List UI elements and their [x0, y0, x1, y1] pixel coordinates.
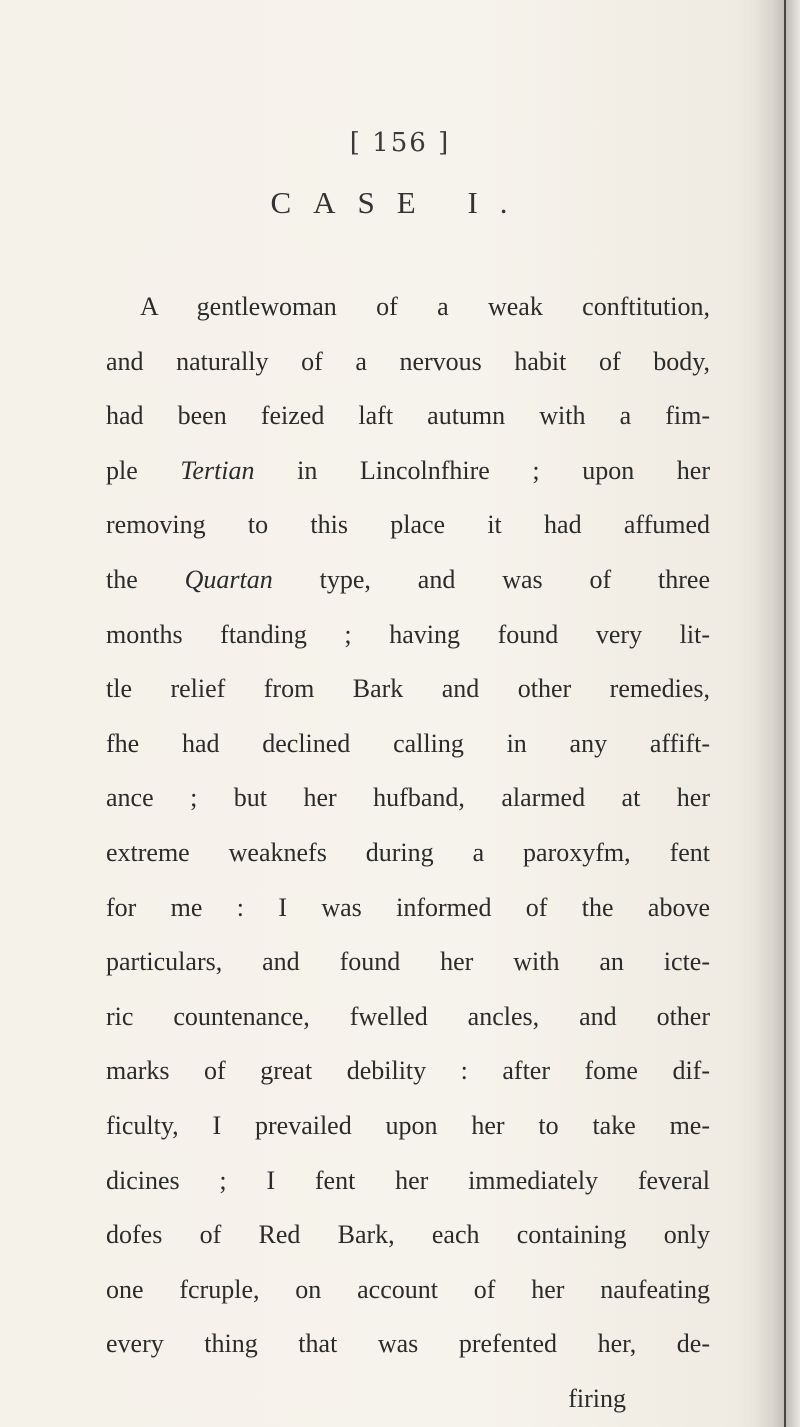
text-line: dicines ; I fent her immediately feveral — [106, 1165, 710, 1195]
body-text — [106, 280, 710, 1426]
text-line: tle relief from Bark and other remedies, — [106, 674, 710, 704]
text-line: one fcruple, on account of her naufeating — [106, 1274, 710, 1304]
text-line: A gentlewoman of a weak conftitution, — [140, 292, 710, 321]
emphasis-quartan: Quartan — [184, 564, 273, 594]
text-line: removing to this place it had affumed — [106, 510, 710, 540]
text-line: dofes of Red Bark, each containing only — [106, 1220, 710, 1250]
text-line: the Quartan type, and was of three — [106, 564, 710, 594]
text-line: fhe had declined calling in any affift- — [106, 728, 710, 758]
text-line: particulars, and found her with an icte- — [106, 947, 710, 977]
text-line: marks of great debility : after fome dif- — [106, 1056, 710, 1086]
text-line: months ftanding ; having found very lit- — [106, 619, 710, 649]
text-line: had been feized laft autumn with a fim- — [106, 401, 710, 431]
catchword: firing — [568, 1383, 626, 1413]
page-number: [ 156 ] — [349, 128, 451, 158]
emphasis-tertian: Tertian — [180, 455, 255, 485]
text-line: ance ; but her hufband, alarmed at her — [106, 783, 710, 813]
text-line: ficulty, I prevailed upon her to take me- — [106, 1110, 710, 1140]
text-line: for me : I was informed of the above — [106, 892, 710, 922]
text-line: every thing that was prefented her, de- — [106, 1329, 710, 1359]
case-title: CASE I. — [270, 185, 530, 220]
text-line: and naturally of a nervous habit of body, — [106, 346, 710, 376]
text-line: ple Tertian in Lincolnfhire ; upon her — [106, 455, 710, 485]
text-line: extreme weaknefs during a paroxyfm, fent — [106, 837, 710, 867]
text-line: ric countenance, fwelled ancles, and other — [106, 1001, 710, 1031]
